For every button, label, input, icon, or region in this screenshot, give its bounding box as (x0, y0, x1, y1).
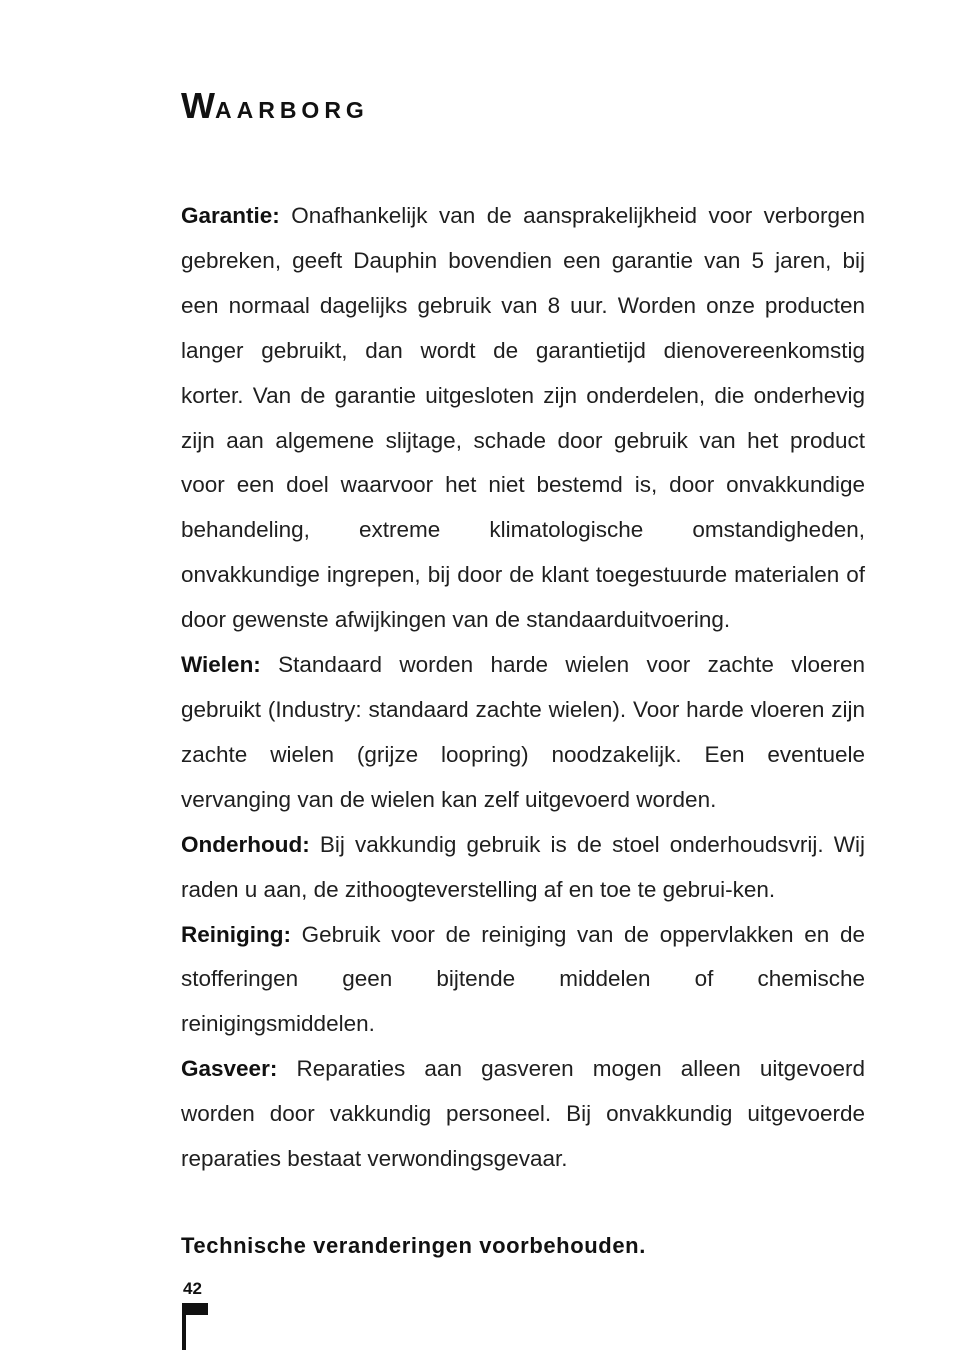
section-term: Garantie: (181, 203, 280, 228)
section-reiniging (181, 913, 865, 1048)
section-text: Gebruik voor de reiniging van de oppervlakken en de stofferingen geen bijtende middelen of chemische reinigingsmiddelen. (181, 921, 865, 1037)
section-gasveer (181, 1047, 865, 1182)
section-text: Standaard worden harde wielen voor zachte vloeren gebruikt (Industry: standaard zachte wielen). Voor harde vloeren zijn zachte wielen (grijze loopring) noodzakelijk. Een eventuele vervanging van de wielen kan zelf uitgevoerd worden. (181, 652, 865, 812)
section-term: Gasveer: (181, 1056, 278, 1082)
section-onderhoud (181, 823, 865, 913)
page-title (181, 85, 369, 126)
section-garantie (181, 194, 865, 643)
section-text: Onafhankelijk van de aansprakelijkheid voor verborgen gebreken, geeft Dauphin bovendien een garantie van 5 jaren, bij een normaal dagelijks gebruik van 8 uur. Worden onze producten langer gebruikt, dan wordt de garantietijd dienovereenkomstig korter. Van de garantie uitgesloten zijn onderdelen, die onderhevig zijn aan algemene slijtage, schade door gebruik van het product voor een doel waarvoor het niet bestemd is, door onvakkundige behandeling, extreme klimatologische omstandigheden, onvakkundige ingrepen, bij door de klant toegestuurde materialen of door gewenste afwijkingen van de standaarduitvoering. (181, 203, 865, 633)
warranty-body (181, 194, 865, 1182)
page-mark-horizontal-bar (182, 1303, 208, 1315)
section-text: Bij vakkundig gebruik is de stoel onderhoudsvrij. Wij raden u aan, de zithoogteverstelling af en toe te gebrui-ken. (181, 831, 865, 902)
footer-note: Technische veranderingen voorbehouden. (181, 1233, 646, 1258)
page-number: 42 (183, 1279, 202, 1298)
section-wielen (181, 643, 865, 823)
section-term: Reiniging: (181, 921, 291, 947)
page-title-rest: AARBORG (214, 97, 369, 123)
section-term: Wielen: (181, 652, 261, 678)
section-text: Reparaties aan gasveren mogen alleen uitgevoerd worden door vakkundig personeel. Bij onvakkundig uitgevoerde reparaties bestaat verwondingsgevaar. (181, 1056, 865, 1172)
page-title-initial: W (181, 85, 215, 126)
page-corner-mark (182, 1303, 208, 1350)
section-term: Onderhoud: (181, 831, 310, 857)
